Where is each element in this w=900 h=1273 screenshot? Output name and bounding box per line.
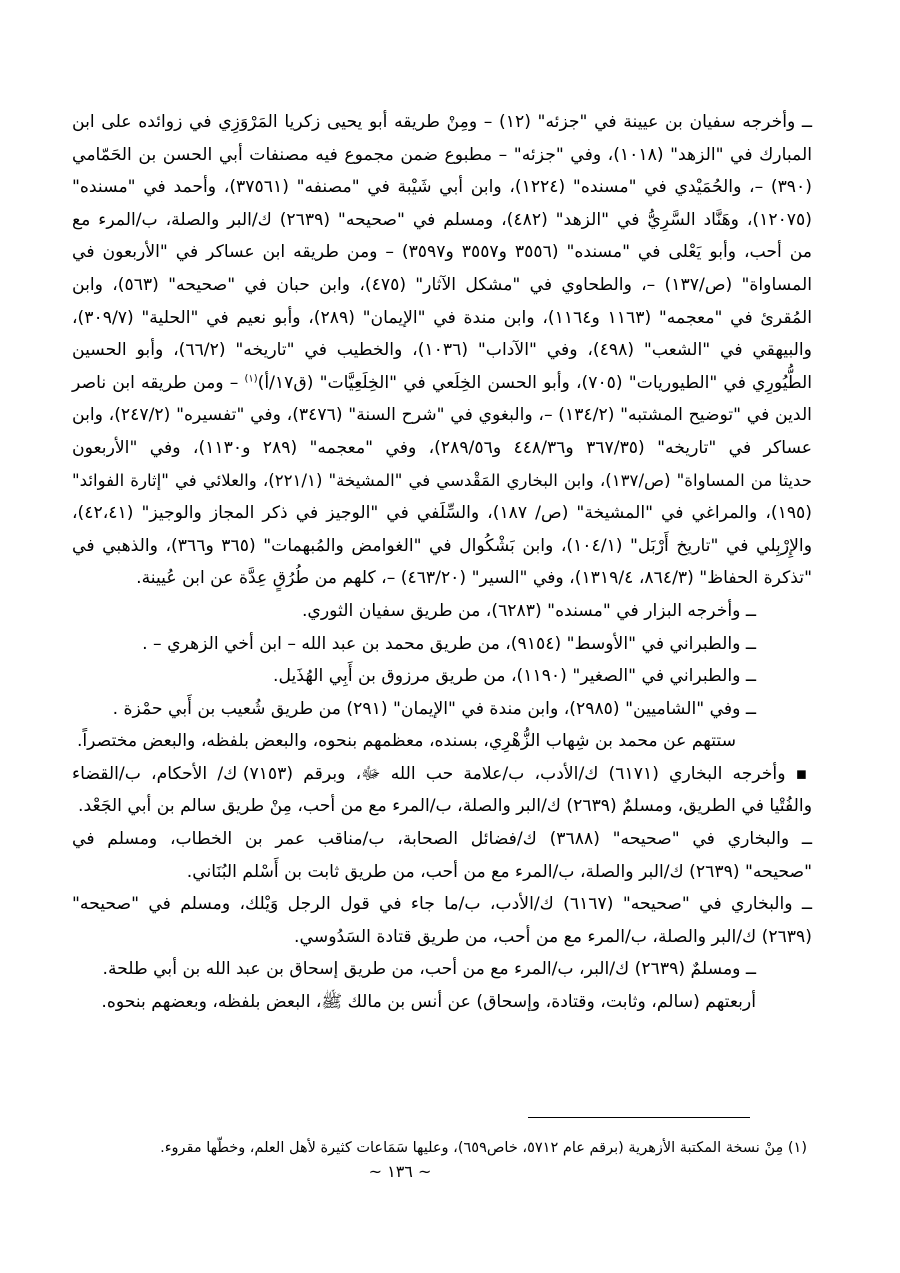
bukhari-line-5: ــ والبخاري في "صحيحه" (٦١٦٧) ك/الأدب، ب/ما جاء في قول الرجل وَيْلك، ومسلم في "صحيحه" — [72, 894, 812, 915]
bukhari-line-6: (٢٦٣٩) ك/البر والصلة، ب/المرء مع من أحب، من طريق قتادة السَدُوسي. — [294, 926, 812, 947]
text-line-2: المبارك في "الزهد" (١٠١٨)، وفي "جزئه" – مطبوع ضمن مجموع فيه مصنفات أبي الحسن بن الحَمّامي — [72, 144, 812, 165]
bukhari-line-1: ▪ وأخرجه البخاري (٦١٧١) ك/الأدب، ب/علامة حب الله ﷻ، وبرقم (٧١٥٣) ك/ الأحكام، ب/القضاء — [72, 763, 812, 784]
text-line-9 — [72, 367, 812, 400]
page-number: ~ ١٣٦ ~ — [368, 1162, 432, 1181]
text-line-1: ــ وأخرجه سفيان بن عيينة في "جزئه" (١٢) – ومِنْ طريقه أبو يحيى زكريا المَرْوَزِي في زوائده على ابن — [72, 112, 812, 132]
text-line-14: والإِرْبِلي في "تاريخ أَرْبَل" (١٠٤/١)، وابن بَشْكُوال في "الغوامض والمُبهمات" (٣٦٥ و٣٦٦)، والذهبي في — [72, 535, 813, 556]
text-line-12: حديثا من المساواة" (ص/١٣٧)، وابن البخاري المَقْدسي في "المشيخة" (٢٢١/١)، والعلائي في "إثارة الفوائد" — [72, 470, 812, 490]
text-line-3: (٣٩٠) –، والحُمَيْدي في "مسنده" (١٢٢٤)، وابن أبي شَيْبة في "مصنفه" (٣٧٥٦١)، وأحمد في "مسنده" — [72, 177, 812, 198]
footnote: (١) مِنْ نسخة المكتبة الأزهرية (برقم عام ٥٧١٢، خاص٦٥٩)، وعليها سَمَاعات كثيرة لأهل العلم، وخطّها مقروء. — [160, 1140, 807, 1156]
bukhari-line-4: "صحيحه" (٢٦٣٩) ك/البر والصلة، ب/المرء مع من أحب، من طريق ثابت بن أَسْلم البُنَاني. — [186, 861, 812, 882]
sub-line-3: ــ والطبراني في "الصغير" (١١٩٠)، من طريق مرزوق بن أَبِي الهُذَيل. — [273, 666, 756, 687]
text-line-4: (١٢٠٧٥)، وهَنَّاد السَّرِيُّ في "الزهد" (٤٨٢)، ومسلم في "صحيحه" (٢٦٣٩) ك/البر والصلة، ب/المرء مع — [72, 209, 812, 230]
footnote-divider — [528, 1117, 750, 1118]
sub-line-4: ــ وفي "الشاميين" (٢٩٨٥)، وابن مندة في "الإيمان" (٢٩١) من طريق شُعيب بن أَبي حمْزة . — [112, 698, 756, 719]
text-line-9-tail: – ومن طريقه ابن ناصر — [72, 372, 245, 393]
text-line-11: عساكر في "تاريخه" (٣٦٧/٣٥ و٤٤٨/٣٦ و٢٨٩/٥٦)، وفي "معجمه" (٢٨٩ و١١٣٠)، وفي "الأربعون — [72, 437, 813, 458]
sub-line-1: ــ وأخرجه البزار في "مسنده" (٦٢٨٣)، من طريق سفيان الثوري. — [301, 600, 756, 621]
text-line-6: المساواة" (ص/١٣٧) –، والطحاوي في "مشكل الآثار" (٤٧٥)، وابن حبان في "صحيحه" (٥٦٣)، وابن — [72, 274, 812, 295]
text-line-9-head: الطُّيُورِي في "الطيوريات" (٧٠٥)، وأبو الحسن الخِلَعي في "الخِلَعِيَّات" (ق١٧/أ) — [257, 372, 812, 393]
summary-line-2: أربعتهم (سالم، وثابت، وقتادة، وإسحاق) عن أنس بن مالك ﷺ، البعض بلفظه، وبعضهم بنحوه. — [101, 992, 756, 1013]
bukhari-line-3: ــ والبخاري في "صحيحه" (٣٦٨٨) ك/فضائل الصحابة، ب/مناقب عمر بن الخطاب، ومسلم في — [72, 829, 812, 850]
page-body — [72, 106, 812, 1019]
text-line-5: من أحب، وأبو يَعْلى في "مسنده" (٣٥٥٦ و٣٥٥٧ و٣٥٩٧) – ومن طريقه ابن عساكر في "الأربعون في — [72, 242, 813, 263]
text-line-13: (١٩٥)، والمراغي في "المشيخة" (ص/ ١٨٧)، والسِّلَفي في "الوجيز في ذكر المجاز والوجيز" (٤٢،٤١)، — [72, 503, 813, 524]
text-line-8: والبيهقي في "الشعب" (٤٩٨)، وفي "الآداب" (١٠٣٦)، والخطيب في "تاريخه" (٦٦/٢)، وأبو الحسين — [72, 340, 812, 361]
text-line-15: "تذكرة الحفاظ" (٨٦٤/٣، ١٣١٩/٤)، وفي "السير" (٤٦٣/٢٠) –، كلهم من طُرُقٍ عِدَّة عن ابن عُيينة. — [136, 568, 812, 589]
muslim-line: ــ ومسلمٌ (٢٦٣٩) ك/البر، ب/المرء مع من أحب، من طريق إسحاق بن عبد الله بن أبي طلحة. — [102, 959, 756, 980]
footnote-ref[interactable]: (١) — [244, 373, 258, 385]
text-line-7: المُقرئ في "معجمه" (١١٦٣ و١١٦٤)، وابن مندة في "الإيمان" (٢٨٩)، وأبو نعيم في "الحلية" (٣٠٩/٧)، — [72, 307, 812, 328]
text-line-10: الدين في "توضيح المشتبه" (١٣٤/٢) –، والبغوي في "شرح السنة" (٣٤٧٦)، وفي "تفسيره" (٢٤٧/٢)، وابن — [72, 405, 812, 426]
sub-line-2: ــ والطبراني في "الأوسط" (٩١٥٤)، من طريق محمد بن عبد الله – ابن أخي الزهري – . — [142, 633, 756, 654]
bukhari-line-2: والفُتْيا في الطريق، ومسلمٌ (٢٦٣٩) ك/البر والصلة، ب/المرء مع من أحب، مِنْ طريق سالم بن أبي الجَعْد. — [78, 796, 812, 817]
summary-line-1: ستتهم عن محمد بن شِهاب الزُّهْرِي، بسنده، معظمهم بنحوه، والبعض بلفظه، والبعض مختصراً. — [76, 731, 736, 752]
